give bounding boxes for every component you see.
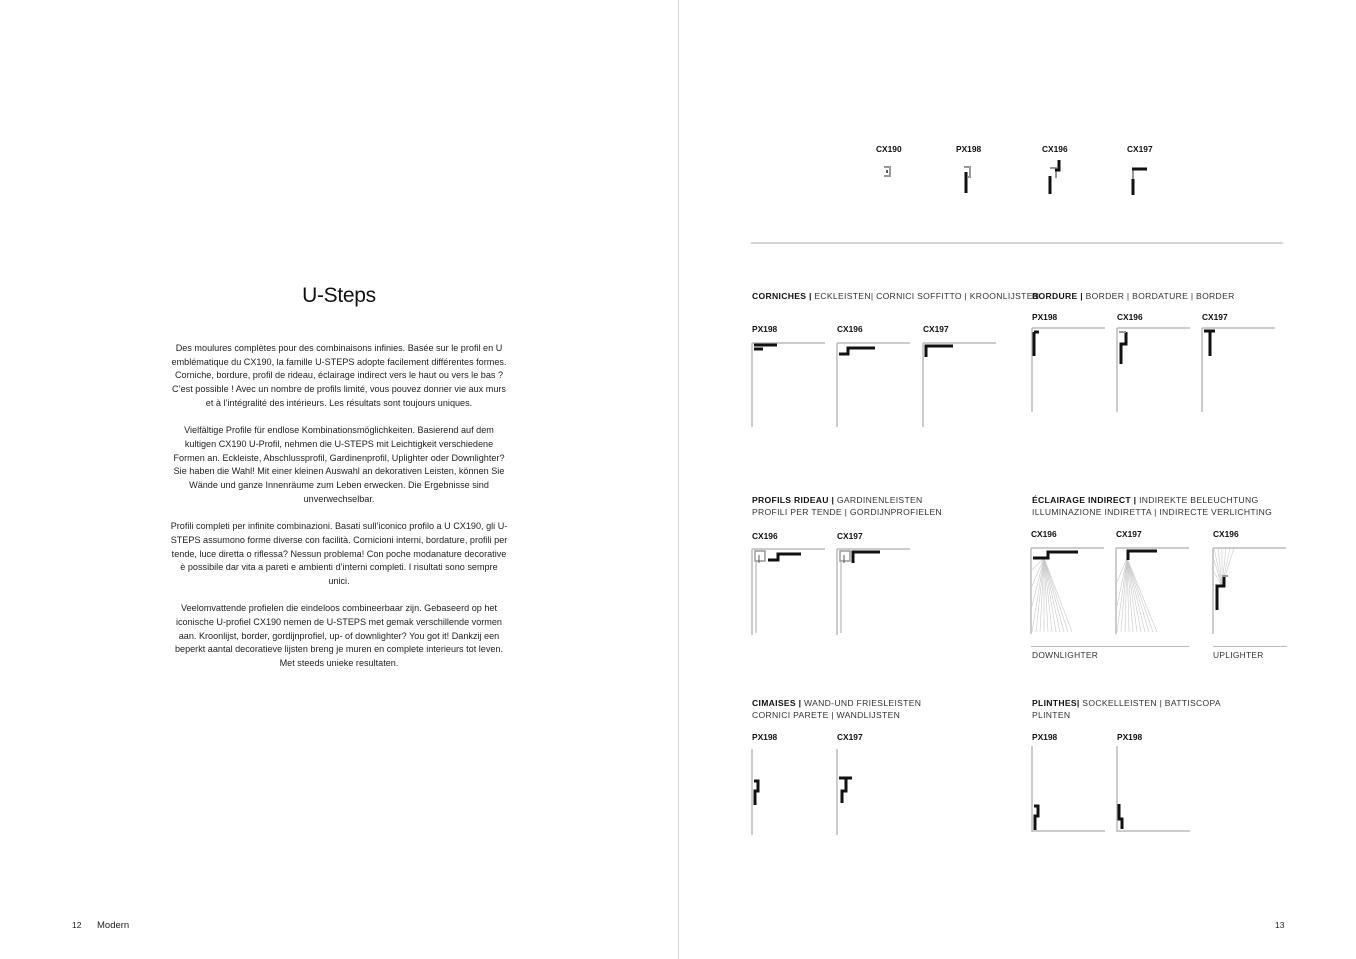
profile-label: PX198 [752, 324, 778, 334]
cimaise-px198-drawing [751, 749, 771, 837]
uplighter-caption-line [1213, 646, 1287, 647]
section-title: BORDURE | [1032, 291, 1083, 301]
top-profile-label: CX197 [1127, 144, 1153, 154]
section-bordure-heading [1032, 290, 1235, 302]
section-cimaises-heading [752, 697, 921, 721]
top-profile-label: PX198 [956, 144, 982, 154]
profile-label: CX197 [837, 531, 863, 541]
section-corniches-heading [752, 290, 1039, 302]
plinthe-px198-drawing [1031, 746, 1106, 834]
profile-label: CX196 [837, 324, 863, 334]
section-name: Modern [97, 920, 130, 931]
paragraph-italian: Profili completi per infinite combinazioni. Basati sull’iconico profilo a U CX190, gli U-STEPS assumono forme diverse con facilità. Cornicioni interni, bordature, profili per tende, luce diretta o riflessa? Nessun problema! Con poche modanature decorative è possibile dar vita a pareti e ambienti d’interni completi. I risultati sono sempre unici. [170, 521, 508, 586]
section-subtitle-line2: CORNICI PARETE | WANDLIJSTEN [752, 710, 901, 720]
paragraph-french: Des moulures complètes pour des combinaisons infinies. Basée sur le profil en U emblématique du CX190, la famille U-STEPS adopte facilement différentes formes. Corniche, bordure, profil de rideau, éclairage indirect vers le haut ou vers le bas ? C’est possible ! Avec un nombre de profils limité, vous pouvez donner vie aux murs et à l’intégralité des intérieurs. Les résultats sont toujours uniques. [171, 343, 507, 408]
downlighter-cx196-drawing [1030, 546, 1105, 636]
section-subtitle: INDIREKTE BELEUCHTUNG [1136, 495, 1259, 505]
section-title: CIMAISES | [752, 698, 802, 708]
rideau-cx197-drawing [836, 547, 911, 637]
section-title: CORNICHES | [752, 291, 812, 301]
section-subtitle: WAND-UND FRIESLEISTEN [801, 698, 922, 708]
profile-label: CX197 [923, 324, 949, 334]
rideau-cx196-drawing [751, 547, 826, 637]
section-subtitle: ECKLEISTEN| CORNICI SOFFITTO | KROONLIJSTEN [811, 291, 1040, 301]
top-profile-label: CX190 [876, 144, 902, 154]
downlighter-cx197-drawing [1115, 546, 1190, 636]
cx190-profile-drawing [882, 165, 894, 179]
cimaise-cx197-drawing [836, 749, 860, 837]
profile-label: PX198 [752, 732, 778, 742]
profile-label: CX196 [1213, 529, 1239, 539]
section-plinthes-heading [1032, 697, 1221, 721]
section-subtitle: GARDINENLEISTEN [834, 495, 923, 505]
top-profile-label: CX196 [1042, 144, 1068, 154]
uplighter-cx196-drawing [1212, 546, 1287, 636]
corniche-cx197-drawing [922, 341, 997, 429]
bordure-cx196-drawing [1116, 326, 1191, 414]
px198-profile-drawing [962, 165, 974, 195]
section-eclairage-heading [1032, 494, 1272, 518]
profile-label: PX198 [1032, 732, 1058, 742]
downlighter-caption-line [1031, 646, 1189, 647]
section-title: PROFILS RIDEAU | [752, 495, 835, 505]
profile-label: CX196 [1117, 312, 1143, 322]
profile-label: PX198 [1032, 312, 1058, 322]
intro-text [170, 342, 508, 685]
section-rideau-heading [752, 494, 942, 518]
bordure-px198-drawing [1031, 326, 1106, 414]
cx196-profile-drawing [1046, 158, 1064, 196]
bordure-cx197-drawing [1201, 326, 1276, 414]
paragraph-german: Vielfältige Profile für endlose Kombinationsmöglichkeiten. Basierend auf dem kultigen CX190 U-Profil, nehmen die U-STEPS mit Leichtigkeit verschiedene Formen an. Eckleiste, Abschlussprofil, Gardinenprofil, Uplighter oder Downlighter? Sie haben die Wahl! Mit einer kleinen Auswahl an dekorativen Leisten, können Sie Wände und ganze Innenräume zum Leben erwecken. Die Ergebnisse sind unverwechselbar. [173, 425, 505, 504]
right-page [679, 0, 1356, 959]
section-subtitle-line2: PROFILI PER TENDE | GORDIJNPROFIELEN [752, 507, 943, 517]
profile-label: CX196 [752, 531, 778, 541]
plinthe-px198-alt-drawing [1116, 746, 1191, 834]
section-title: PLINTHES| [1032, 698, 1080, 708]
section-title: ÉCLAIRAGE INDIRECT | [1032, 495, 1137, 505]
downlighter-caption: DOWNLIGHTER [1032, 650, 1099, 660]
section-subtitle-line2: ILLUMINAZIONE INDIRETTA | INDIRECTE VERLICHTING [1032, 507, 1273, 517]
page-title: U-Steps [302, 284, 376, 307]
profile-label: CX197 [1202, 312, 1228, 322]
profile-label: PX198 [1117, 732, 1143, 742]
corniche-cx196-drawing [836, 341, 911, 429]
divider-line [751, 242, 1283, 244]
profile-label: CX197 [1116, 529, 1142, 539]
uplighter-caption: UPLIGHTER [1213, 650, 1264, 660]
page-number-right: 13 [1275, 920, 1285, 930]
section-subtitle-line2: PLINTEN [1032, 710, 1071, 720]
profile-label: CX196 [1031, 529, 1057, 539]
corniche-px198-drawing [751, 341, 826, 429]
section-subtitle: BORDER | BORDATURE | BORDER [1082, 291, 1235, 301]
page-number-left: 12 [72, 920, 82, 930]
profile-label: CX197 [837, 732, 863, 742]
section-subtitle: SOCKELLEISTEN | BATTISCOPA [1079, 698, 1221, 708]
paragraph-dutch: Veelomvattende profielen die eindeloos combineerbaar zijn. Gebaseerd op het iconische U-profiel CX190 nemen de U-STEPS met gemak verschillende vormen aan. Kroonlijst, border, gordijnprofiel, up- of downlighter? You got it! Dankzij een beperkt aantal decoratieve lijsten breng je muren en complete interieurs tot leven. Met steeds unieke resultaten. [174, 603, 504, 669]
cx197-profile-drawing [1129, 165, 1151, 197]
